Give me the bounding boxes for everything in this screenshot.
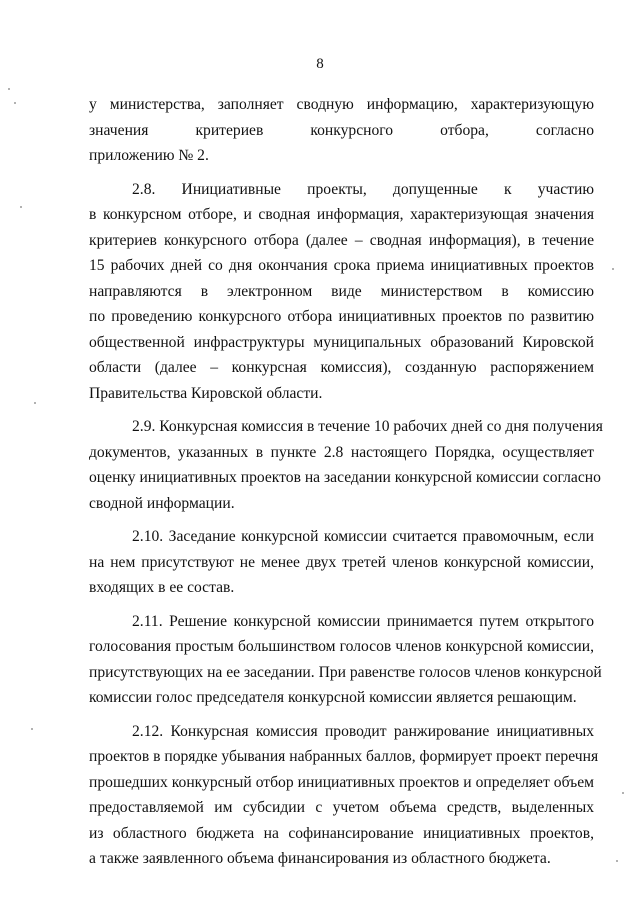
paragraph-line: 2.11. Решение конкурсной комиссии принимается путем открытого [132,612,594,630]
paragraph-line: значения критериев конкурсного отбора, согласно [89,121,594,139]
paragraph-line: Правительства Кировской области. [89,384,323,402]
paragraph-line: у министерства, заполняет сводную информацию, характеризующую [89,96,594,113]
paragraph [89,719,599,872]
paragraph-line: 2.8. Инициативные проекты, допущенные к участию [132,180,594,198]
paragraph-line: в конкурсном отборе, и сводная информация, характеризующая значения [89,206,594,223]
paragraph-line: голосования простым большинством голосов членов конкурсной комиссии, [89,638,594,655]
paragraph-line: 2.9. Конкурсная комиссия в течение 10 рабочих дней со дня получения [132,418,603,435]
paragraph-line: прошедших конкурсный отбор инициативных проектов и определяет объем [89,773,594,791]
paragraph-line: присутствующих на ее заседании. При равенстве голосов членов конкурсной [89,663,602,681]
paragraph-line: а также заявленного объема финансирования из областного бюджета. [89,850,551,867]
paragraph-line: из областного бюджета на софинансирование инициативных проектов, [89,824,594,842]
scan-speck [34,402,36,404]
paragraph-line: входящих в ее состав. [89,579,235,596]
scan-speck [616,860,618,862]
paragraph-line: оценку инициативных проектов на заседании конкурсной комиссии согласно [89,469,601,486]
paragraph-line: 2.12. Конкурсная комиссия проводит ранжирование инициативных [132,722,594,740]
paragraph-line: направляются в электронном виде министерством в комиссию [89,282,594,300]
paragraph-line: документов, указанных в пункте 2.8 настоящего Порядка, осуществляет [89,443,594,461]
paragraph-line: области (далее – конкурсная комиссия), созданную распоряжением [89,359,594,376]
paragraph-line: по проведению конкурсного отбора инициативных проектов по развитию [89,308,594,325]
paragraph-line: приложению № 2. [89,147,209,164]
paragraph-line: комиссии голос председателя конкурсной комиссии является решающим. [89,689,577,706]
paragraph-line: сводной информации. [89,494,235,512]
paragraph [89,524,594,601]
paragraph-line: проектов в порядке убывания набранных баллов, формирует проект перечня [89,748,599,765]
paragraph [89,609,602,711]
scan-speck [14,102,16,104]
paragraph-line: предоставляемой им субсидии с учетом объема средств, выделенных [89,799,594,816]
paragraph-line: на нем присутствуют не менее двух третей членов конкурсной комиссии, [89,553,594,571]
paragraph [89,177,594,407]
scan-speck [8,88,10,90]
paragraph-line: критериев конкурсного отбора (далее – сводная информация), в течение [89,231,594,249]
paragraph-line: общественной инфраструктуры муниципальных образований Кировской [89,333,594,351]
paragraph-line: 2.10. Заседание конкурсной комиссии считается правомочным, если [132,528,594,545]
paragraph [89,414,603,516]
scan-speck [612,268,614,270]
scan-speck [31,728,33,730]
document-body [89,92,603,880]
paragraph [89,92,594,169]
scan-speck [622,792,624,794]
page-number: 8 [316,56,324,72]
paragraph-line: 15 рабочих дней со дня окончания срока приема инициативных проектов [89,257,594,274]
scan-speck [20,206,22,208]
